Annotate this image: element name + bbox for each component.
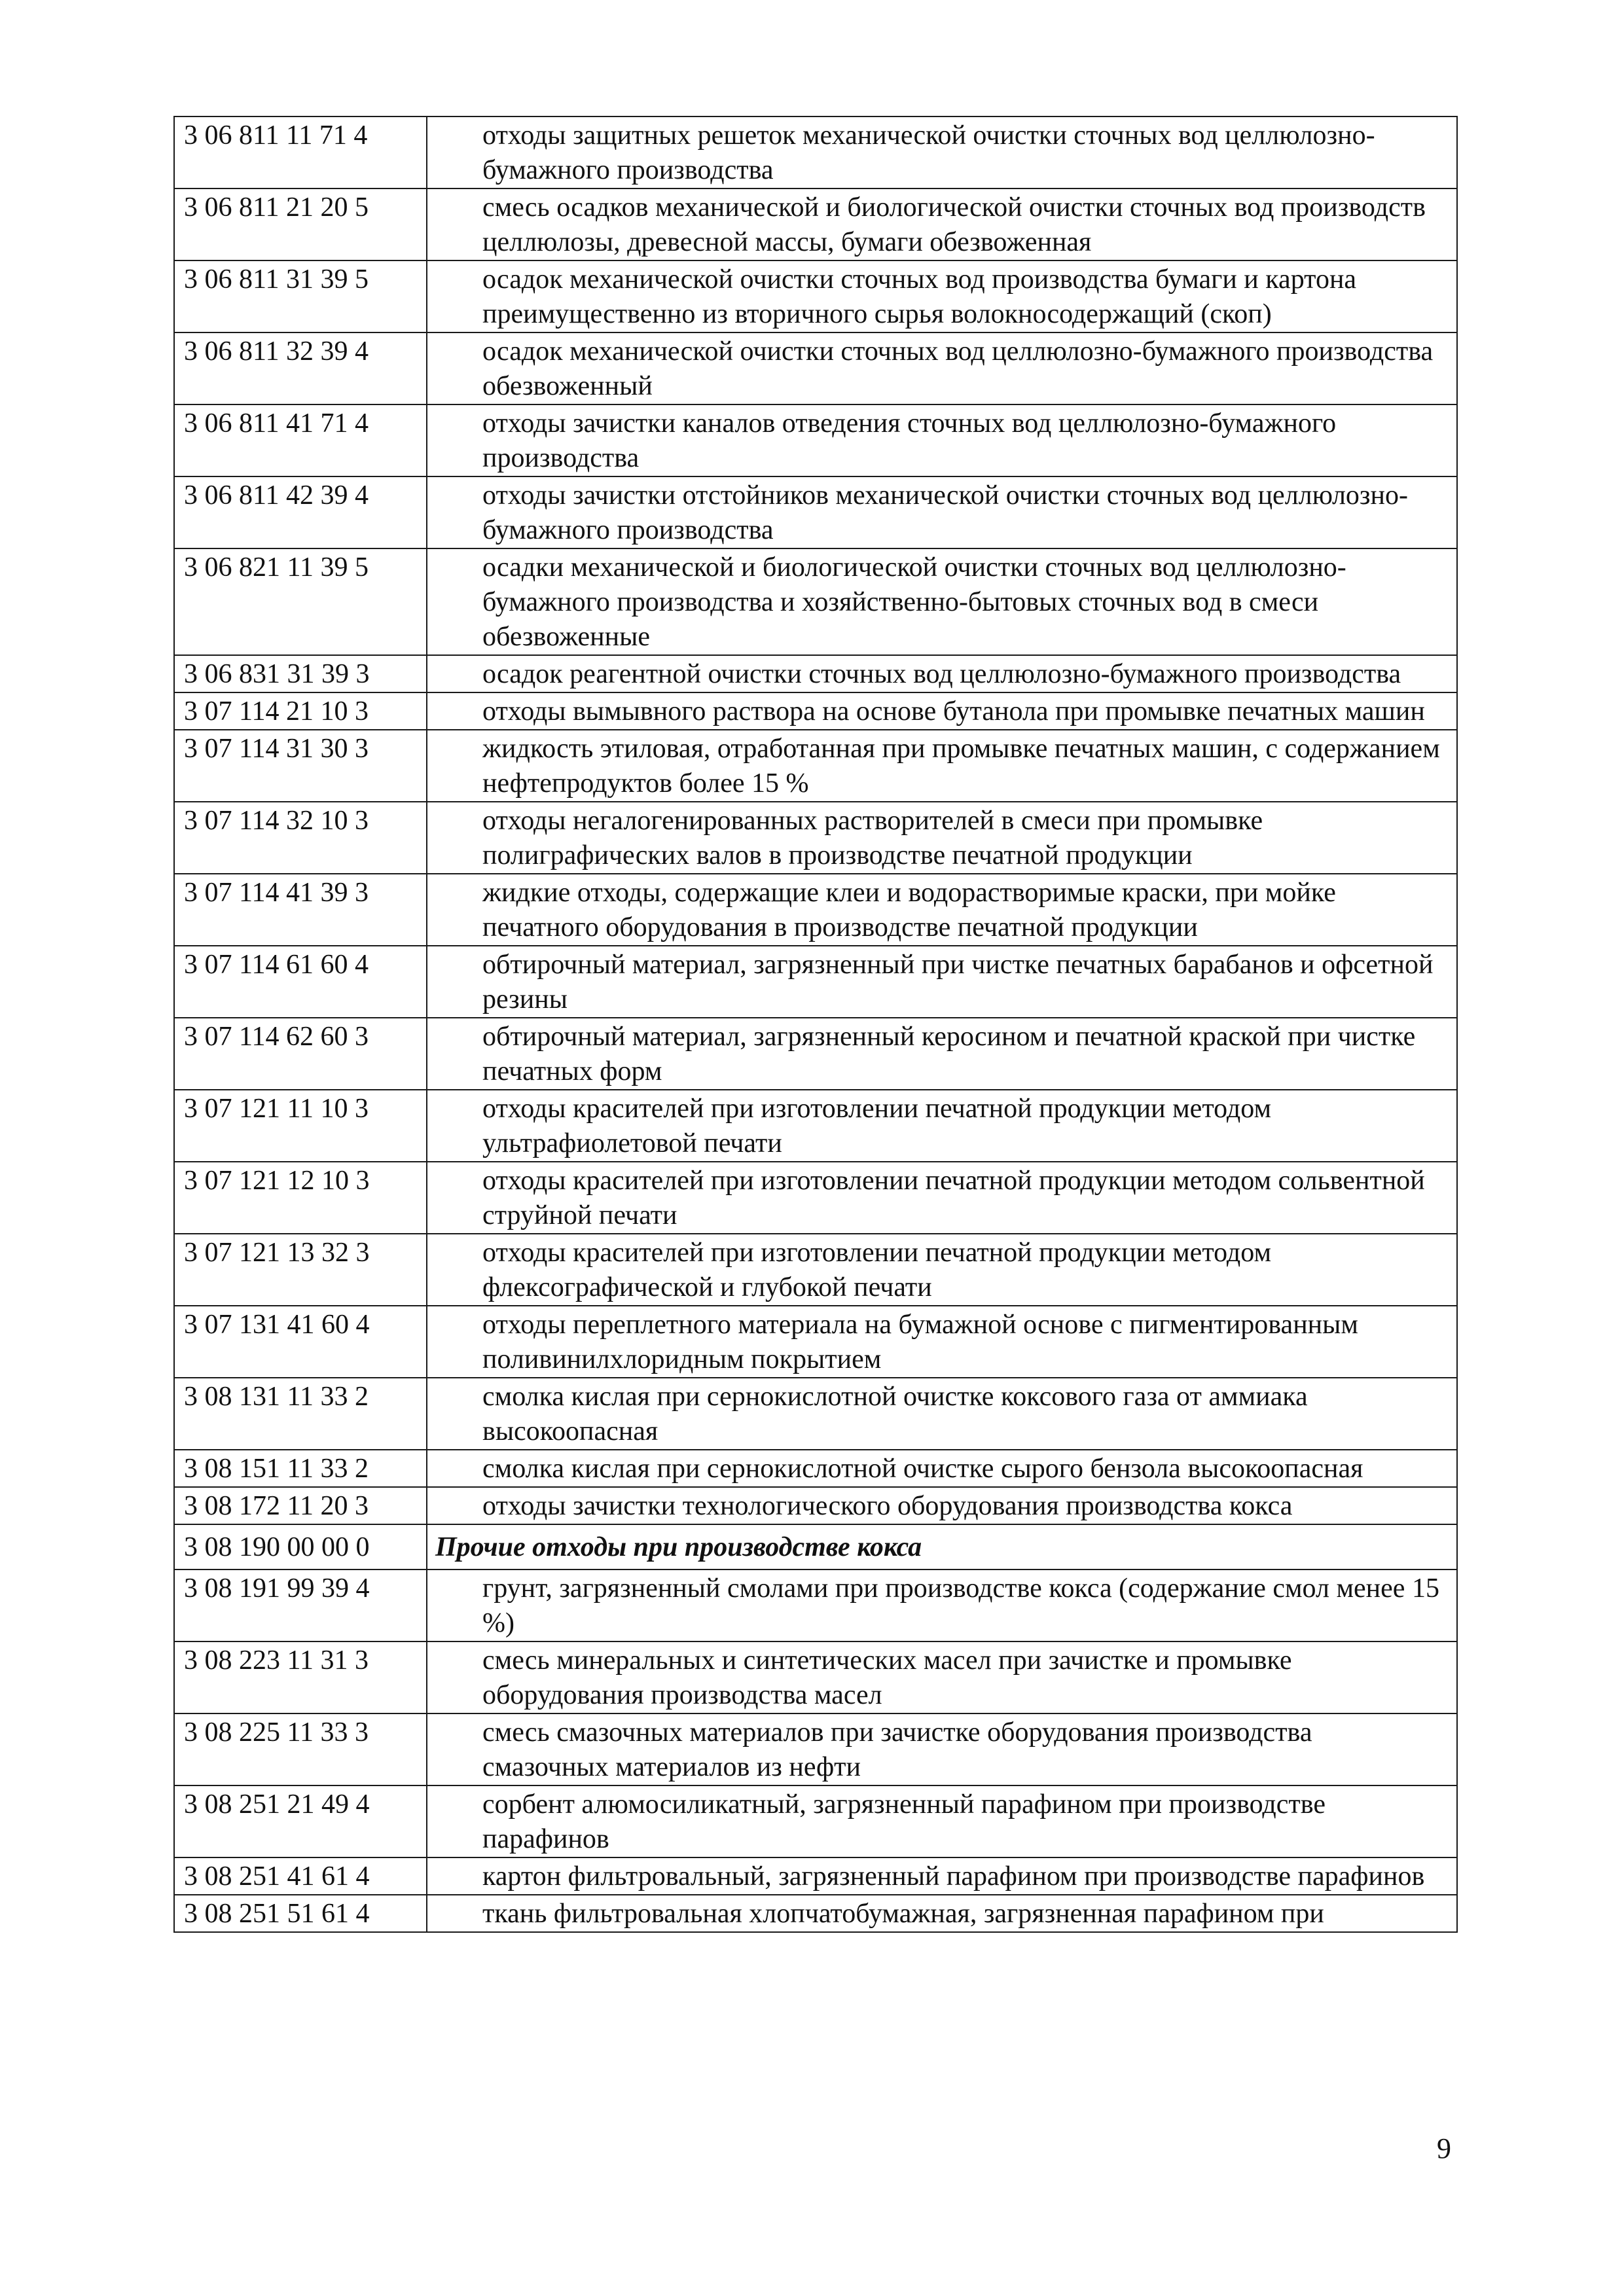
waste-code-cell: 3 06 811 21 20 5: [174, 188, 427, 260]
waste-code-cell: 3 07 121 12 10 3: [174, 1162, 427, 1234]
table-row: [174, 1306, 1457, 1378]
waste-description-cell: отходы зачистки технологического оборудования производства кокса: [427, 1487, 1457, 1524]
waste-code-cell: 3 07 114 31 30 3: [174, 730, 427, 802]
waste-description-cell: отходы негалогенированных растворителей в смеси при промывке полиграфических валов в производстве печатной продукции: [427, 802, 1457, 874]
table-row: [174, 1378, 1457, 1450]
table-row: [174, 946, 1457, 1018]
waste-code-cell: 3 08 225 11 33 3: [174, 1713, 427, 1785]
table-row: [174, 117, 1457, 188]
waste-code-cell: 3 08 190 00 00 0: [174, 1524, 427, 1570]
table-row: [174, 1487, 1457, 1524]
table-row: [174, 1895, 1457, 1932]
waste-description-cell: ткань фильтровальная хлопчатобумажная, загрязненная парафином при: [427, 1895, 1457, 1932]
waste-description-cell: отходы защитных решеток механической очистки сточных вод целлюлозно-бумажного производства: [427, 117, 1457, 188]
waste-code-cell: 3 06 811 42 39 4: [174, 476, 427, 548]
waste-code-cell: 3 07 114 62 60 3: [174, 1018, 427, 1090]
table-row: [174, 1641, 1457, 1713]
table-row: [174, 692, 1457, 730]
table-row: [174, 332, 1457, 404]
waste-description-cell: смолка кислая при сернокислотной очистке сырого бензола высокоопасная: [427, 1450, 1457, 1487]
waste-code-cell: 3 08 251 51 61 4: [174, 1895, 427, 1932]
table-row: [174, 188, 1457, 260]
waste-description-cell: жидкие отходы, содержащие клеи и водорастворимые краски, при мойке печатного оборудования в производстве печатной продукции: [427, 874, 1457, 946]
table-row: [174, 1234, 1457, 1306]
waste-code-cell: 3 06 811 31 39 5: [174, 260, 427, 332]
waste-code-cell: 3 07 114 41 39 3: [174, 874, 427, 946]
waste-code-cell: 3 06 811 11 71 4: [174, 117, 427, 188]
waste-code-cell: 3 08 251 21 49 4: [174, 1785, 427, 1857]
table-row: [174, 1785, 1457, 1857]
table-row: [174, 874, 1457, 946]
waste-description-cell: осадок механической очистки сточных вод производства бумаги и картона преимущественно из вторичного сырья волокносодержащий (скоп): [427, 260, 1457, 332]
table-group-row: [174, 1524, 1457, 1570]
page-number: 9: [1437, 2132, 1451, 2164]
waste-description-cell: жидкость этиловая, отработанная при промывке печатных машин, с содержанием нефтепродуктов более 15 %: [427, 730, 1457, 802]
waste-description-cell: отходы красителей при изготовлении печатной продукции методом флексографической и глубокой печати: [427, 1234, 1457, 1306]
waste-code-cell: 3 08 172 11 20 3: [174, 1487, 427, 1524]
waste-description-cell: отходы красителей при изготовлении печатной продукции методом сольвентной струйной печати: [427, 1162, 1457, 1234]
waste-description-cell: отходы переплетного материала на бумажной основе с пигментированным поливинилхлоридным покрытием: [427, 1306, 1457, 1378]
waste-description-cell: обтирочный материал, загрязненный при чистке печатных барабанов и офсетной резины: [427, 946, 1457, 1018]
waste-code-cell: 3 06 811 32 39 4: [174, 332, 427, 404]
waste-code-cell: 3 06 811 41 71 4: [174, 404, 427, 476]
waste-description-cell: картон фильтровальный, загрязненный парафином при производстве парафинов: [427, 1857, 1457, 1895]
table-row: [174, 802, 1457, 874]
table-row: [174, 260, 1457, 332]
table-row: [174, 1450, 1457, 1487]
waste-description-cell: отходы зачистки каналов отведения сточных вод целлюлозно-бумажного производства: [427, 404, 1457, 476]
table-row: [174, 1570, 1457, 1641]
table-body: [174, 117, 1457, 1932]
table-row: [174, 1857, 1457, 1895]
waste-description-cell: смесь минеральных и синтетических масел при зачистке и промывке оборудования производства масел: [427, 1641, 1457, 1713]
waste-description-cell: отходы зачистки отстойников механической очистки сточных вод целлюлозно-бумажного производства: [427, 476, 1457, 548]
waste-code-cell: 3 07 131 41 60 4: [174, 1306, 427, 1378]
waste-description-cell: смесь смазочных материалов при зачистке оборудования производства смазочных материалов из нефти: [427, 1713, 1457, 1785]
waste-code-cell: 3 07 121 11 10 3: [174, 1090, 427, 1162]
waste-description-cell: осадок реагентной очистки сточных вод целлюлозно-бумажного производства: [427, 655, 1457, 692]
waste-code-cell: 3 06 831 31 39 3: [174, 655, 427, 692]
waste-code-cell: 3 08 191 99 39 4: [174, 1570, 427, 1641]
waste-code-cell: 3 08 151 11 33 2: [174, 1450, 427, 1487]
waste-description-cell: смолка кислая при сернокислотной очистке коксового газа от аммиака высокоопасная: [427, 1378, 1457, 1450]
table-row: [174, 476, 1457, 548]
waste-description-cell: обтирочный материал, загрязненный керосином и печатной краской при чистке печатных форм: [427, 1018, 1457, 1090]
table-row: [174, 730, 1457, 802]
waste-code-cell: 3 08 223 11 31 3: [174, 1641, 427, 1713]
waste-description-cell: сорбент алюмосиликатный, загрязненный парафином при производстве парафинов: [427, 1785, 1457, 1857]
table-row: [174, 404, 1457, 476]
waste-code-cell: 3 07 114 21 10 3: [174, 692, 427, 730]
waste-code-cell: 3 07 114 61 60 4: [174, 946, 427, 1018]
group-heading-cell: Прочие отходы при производстве кокса: [427, 1524, 1457, 1570]
waste-code-cell: 3 08 131 11 33 2: [174, 1378, 427, 1450]
waste-code-table: [173, 116, 1458, 1933]
waste-code-cell: 3 06 821 11 39 5: [174, 548, 427, 655]
table-row: [174, 1713, 1457, 1785]
table-row: [174, 548, 1457, 655]
waste-description-cell: отходы вымывного раствора на основе бутанола при промывке печатных машин: [427, 692, 1457, 730]
waste-description-cell: смесь осадков механической и биологической очистки сточных вод производств целлюлозы, древесной массы, бумаги обезвоженная: [427, 188, 1457, 260]
table-row: [174, 655, 1457, 692]
table-row: [174, 1162, 1457, 1234]
waste-code-cell: 3 08 251 41 61 4: [174, 1857, 427, 1895]
waste-description-cell: осадки механической и биологической очистки сточных вод целлюлозно-бумажного производства и хозяйственно-бытовых сточных вод в смеси обезвоженные: [427, 548, 1457, 655]
waste-code-cell: 3 07 114 32 10 3: [174, 802, 427, 874]
waste-description-cell: грунт, загрязненный смолами при производстве кокса (содержание смол менее 15 %): [427, 1570, 1457, 1641]
table-row: [174, 1018, 1457, 1090]
waste-description-cell: отходы красителей при изготовлении печатной продукции методом ультрафиолетовой печати: [427, 1090, 1457, 1162]
waste-description-cell: осадок механической очистки сточных вод целлюлозно-бумажного производства обезвоженный: [427, 332, 1457, 404]
waste-code-cell: 3 07 121 13 32 3: [174, 1234, 427, 1306]
table-row: [174, 1090, 1457, 1162]
